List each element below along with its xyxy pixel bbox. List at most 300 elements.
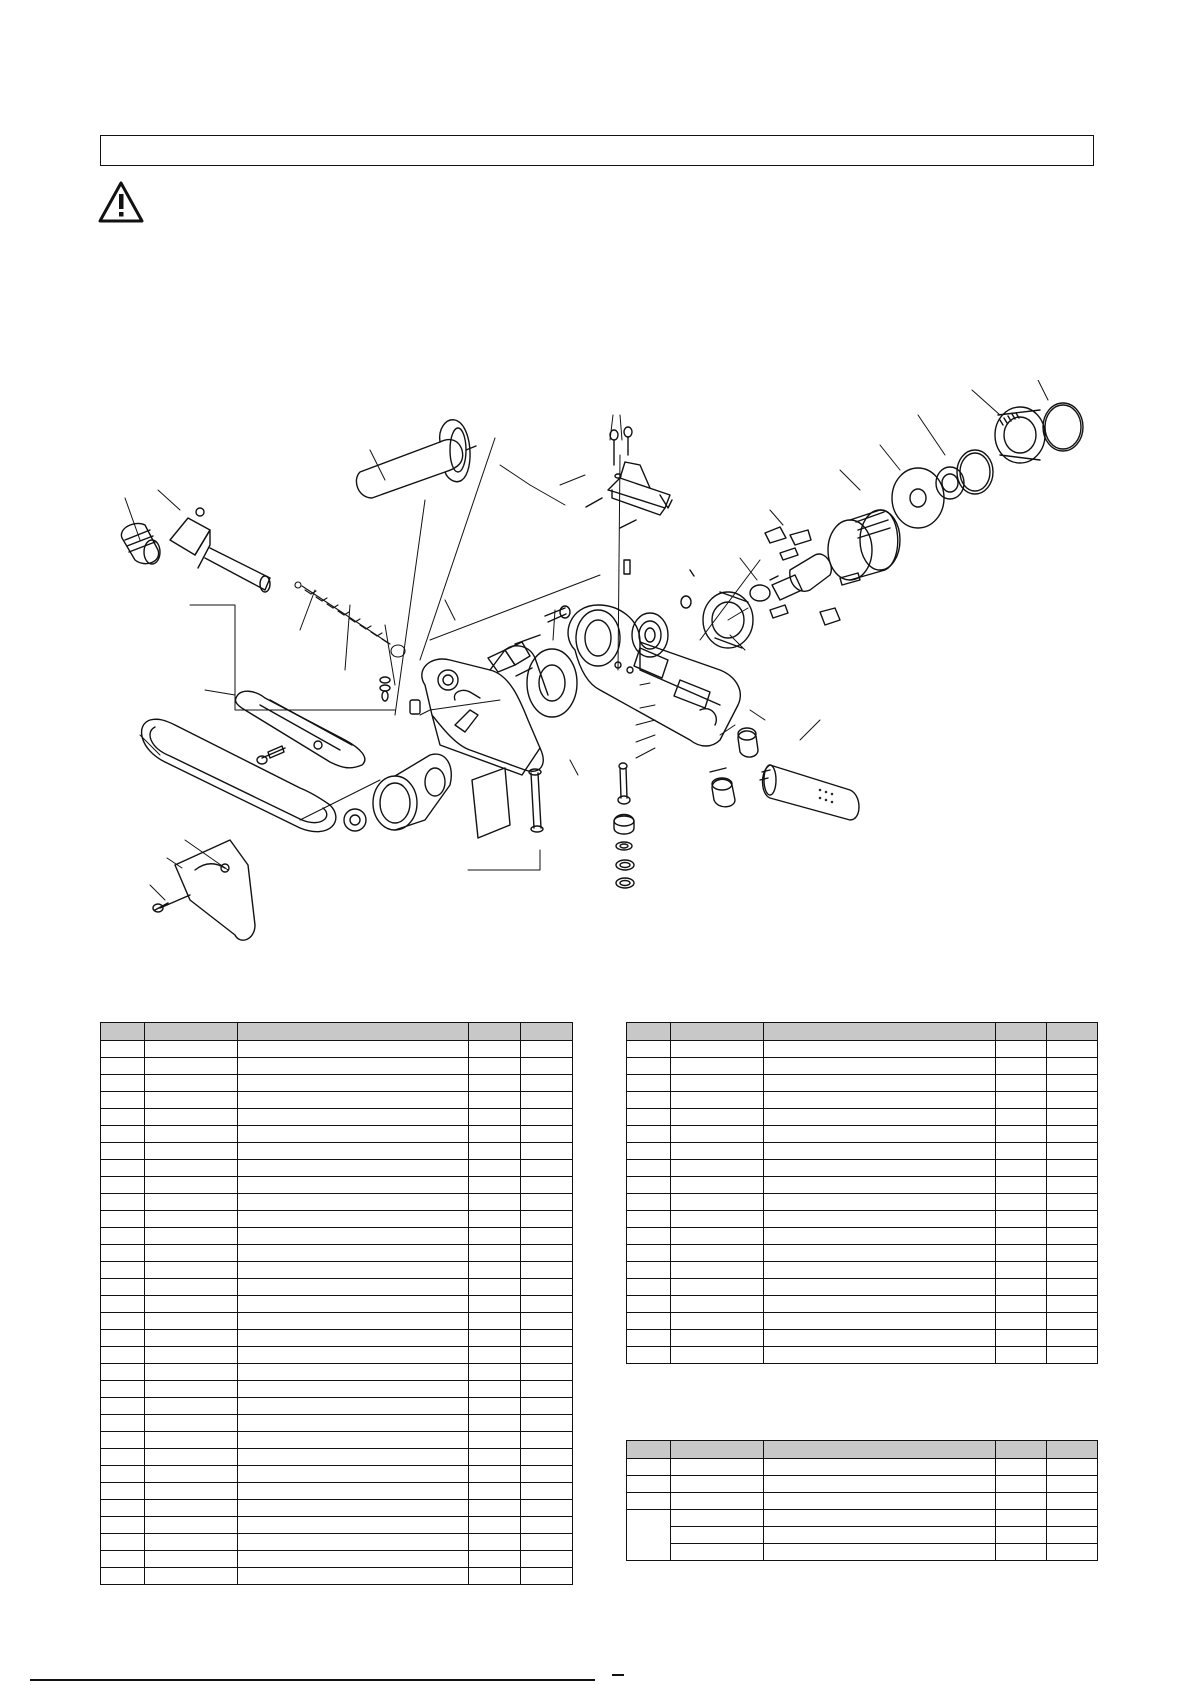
table-header-row: [101, 1023, 573, 1041]
cell-remarks: [521, 1432, 573, 1449]
cell-no: [101, 1194, 145, 1211]
cell-description: [764, 1228, 996, 1245]
cell-description: [764, 1330, 996, 1347]
cell-description: [764, 1510, 996, 1527]
cell-part-number: [145, 1041, 238, 1058]
cell-no: [101, 1330, 145, 1347]
o-ring: [957, 450, 993, 494]
cell-description: [764, 1058, 996, 1075]
cell-description: [238, 1211, 469, 1228]
cell-qty: [469, 1432, 521, 1449]
cell-no: [627, 1109, 671, 1126]
cell-description: [764, 1459, 996, 1476]
cell-part-number: [145, 1109, 238, 1126]
cell-remarks: [521, 1109, 573, 1126]
table-row: [101, 1347, 573, 1364]
cell-no: [627, 1510, 671, 1561]
table-row: [101, 1058, 573, 1075]
cell-no: [101, 1517, 145, 1534]
cell-description: [238, 1517, 469, 1534]
cell-description: [238, 1568, 469, 1585]
cell-part-number: [671, 1510, 764, 1527]
table-row: [627, 1527, 1098, 1544]
cell-description: [238, 1483, 469, 1500]
cell-qty: [469, 1160, 521, 1177]
cell-remarks: [521, 1500, 573, 1517]
cell-part-number: [145, 1262, 238, 1279]
cell-qty: [469, 1126, 521, 1143]
cell-remarks: [521, 1228, 573, 1245]
ring-nut: [995, 407, 1045, 463]
cell-remarks: [1047, 1092, 1098, 1109]
cell-part-number: [145, 1296, 238, 1313]
inlet-fitting: [710, 768, 735, 807]
cell-no: [101, 1109, 145, 1126]
cell-no: [101, 1551, 145, 1568]
cell-description: [238, 1432, 469, 1449]
cell-part-number: [671, 1459, 764, 1476]
main-housing: [568, 605, 740, 746]
throttle-lever: [608, 462, 672, 515]
cell-part-number: [145, 1211, 238, 1228]
cell-part-number: [145, 1534, 238, 1551]
cell-part-number: [145, 1500, 238, 1517]
cell-qty: [996, 1493, 1047, 1510]
cell-description: [764, 1313, 996, 1330]
tension-lever: [235, 691, 364, 768]
cell-no: [627, 1493, 671, 1510]
table-row: [627, 1160, 1098, 1177]
cell-part-number: [145, 1432, 238, 1449]
cell-remarks: [521, 1296, 573, 1313]
table-row: [101, 1364, 573, 1381]
cell-qty: [996, 1510, 1047, 1527]
table-row: [101, 1483, 573, 1500]
cell-description: [764, 1041, 996, 1058]
cell-remarks: [1047, 1313, 1098, 1330]
cell-description: [764, 1493, 996, 1510]
rear-knob: [121, 523, 160, 564]
col-header-remarks: [1047, 1441, 1098, 1459]
cell-remarks: [1047, 1160, 1098, 1177]
cell-part-number: [671, 1143, 764, 1160]
table-row: [627, 1296, 1098, 1313]
table-row: [627, 1058, 1098, 1075]
cell-part-number: [671, 1228, 764, 1245]
cell-part-number: [671, 1092, 764, 1109]
table-row: [101, 1245, 573, 1262]
col-header-qty: [996, 1441, 1047, 1459]
cell-description: [238, 1296, 469, 1313]
cell-part-number: [145, 1279, 238, 1296]
cell-remarks: [521, 1279, 573, 1296]
cell-no: [627, 1476, 671, 1493]
cell-no: [101, 1483, 145, 1500]
cell-part-number: [671, 1177, 764, 1194]
cell-part-number: [671, 1313, 764, 1330]
cell-part-number: [671, 1194, 764, 1211]
cell-part-number: [671, 1058, 764, 1075]
cylinder: [828, 510, 900, 580]
table-row: [101, 1568, 573, 1585]
cell-remarks: [521, 1126, 573, 1143]
table-row: [101, 1126, 573, 1143]
table-row: [101, 1534, 573, 1551]
table-row: [101, 1432, 573, 1449]
cell-part-number: [145, 1330, 238, 1347]
table-row: [627, 1177, 1098, 1194]
table-row: [101, 1415, 573, 1432]
cell-description: [764, 1279, 996, 1296]
cell-no: [101, 1296, 145, 1313]
cell-no: [627, 1058, 671, 1075]
cell-description: [764, 1211, 996, 1228]
cell-description: [764, 1143, 996, 1160]
cell-description: [238, 1466, 469, 1483]
table-header-row: [627, 1441, 1098, 1459]
table-row: [627, 1510, 1098, 1527]
cell-qty: [996, 1527, 1047, 1544]
inlet-bushing: [738, 728, 758, 757]
cell-description: [238, 1364, 469, 1381]
cell-part-number: [671, 1476, 764, 1493]
belt-guard-plate: [175, 840, 255, 940]
table-row: [627, 1075, 1098, 1092]
main-arm: [422, 646, 548, 775]
cell-remarks: [1047, 1347, 1098, 1364]
cell-description: [238, 1109, 469, 1126]
cell-qty: [469, 1313, 521, 1330]
arm-decals: [472, 642, 530, 838]
cell-remarks: [521, 1092, 573, 1109]
cell-remarks: [521, 1364, 573, 1381]
table-row: [101, 1296, 573, 1313]
cell-no: [627, 1177, 671, 1194]
cell-part-number: [671, 1075, 764, 1092]
table-row: [627, 1041, 1098, 1058]
pulley-nut: [344, 809, 366, 831]
cell-qty: [996, 1041, 1047, 1058]
cell-remarks: [1047, 1527, 1098, 1544]
cell-description: [238, 1279, 469, 1296]
table-row: [627, 1143, 1098, 1160]
cell-qty: [469, 1568, 521, 1585]
cell-description: [238, 1058, 469, 1075]
cell-part-number: [145, 1075, 238, 1092]
cell-part-number: [671, 1330, 764, 1347]
cell-qty: [469, 1245, 521, 1262]
cell-qty: [996, 1476, 1047, 1493]
cell-remarks: [1047, 1126, 1098, 1143]
cell-qty: [469, 1534, 521, 1551]
cell-part-number: [145, 1466, 238, 1483]
cell-part-number: [145, 1398, 238, 1415]
cell-qty: [469, 1075, 521, 1092]
cell-description: [238, 1415, 469, 1432]
table-row: [101, 1398, 573, 1415]
cell-description: [764, 1527, 996, 1544]
table-row: [101, 1194, 573, 1211]
parts-table-left: [100, 1022, 573, 1585]
cell-part-number: [671, 1279, 764, 1296]
cell-qty: [996, 1279, 1047, 1296]
cell-no: [101, 1364, 145, 1381]
cell-no: [101, 1415, 145, 1432]
cell-remarks: [521, 1313, 573, 1330]
cell-part-number: [145, 1415, 238, 1432]
cell-remarks: [1047, 1075, 1098, 1092]
cell-remarks: [521, 1262, 573, 1279]
small-pin: [624, 560, 694, 608]
cell-qty: [469, 1466, 521, 1483]
cell-remarks: [1047, 1510, 1098, 1527]
cell-qty: [996, 1262, 1047, 1279]
cell-part-number: [145, 1177, 238, 1194]
cell-remarks: [1047, 1296, 1098, 1313]
cell-remarks: [1047, 1544, 1098, 1561]
cell-qty: [469, 1177, 521, 1194]
cell-no: [101, 1143, 145, 1160]
table-row: [101, 1041, 573, 1058]
cell-qty: [469, 1483, 521, 1500]
cell-qty: [996, 1211, 1047, 1228]
cell-remarks: [521, 1466, 573, 1483]
table-row: [101, 1517, 573, 1534]
cell-qty: [469, 1109, 521, 1126]
cell-part-number: [671, 1527, 764, 1544]
cell-part-number: [145, 1143, 238, 1160]
cell-part-number: [145, 1551, 238, 1568]
cell-no: [101, 1228, 145, 1245]
cell-no: [101, 1126, 145, 1143]
cell-description: [238, 1500, 469, 1517]
cell-qty: [469, 1143, 521, 1160]
cell-remarks: [521, 1177, 573, 1194]
cell-part-number: [671, 1296, 764, 1313]
cell-remarks: [521, 1330, 573, 1347]
table-row: [627, 1313, 1098, 1330]
table-row: [627, 1493, 1098, 1510]
cell-no: [101, 1347, 145, 1364]
cell-qty: [996, 1075, 1047, 1092]
col-header-description: [764, 1441, 996, 1459]
cell-qty: [996, 1228, 1047, 1245]
cell-no: [101, 1075, 145, 1092]
cell-remarks: [521, 1551, 573, 1568]
cell-part-number: [671, 1126, 764, 1143]
cell-no: [101, 1466, 145, 1483]
table-header-row: [627, 1023, 1098, 1041]
snap-ring: [1043, 403, 1083, 451]
rotor: [750, 554, 831, 601]
table-row: [627, 1126, 1098, 1143]
cell-no: [101, 1279, 145, 1296]
gasket-ring: [527, 649, 577, 717]
cell-qty: [996, 1160, 1047, 1177]
cell-qty: [996, 1347, 1047, 1364]
cell-description: [764, 1092, 996, 1109]
rotor-blades: [765, 527, 860, 625]
cell-no: [101, 1534, 145, 1551]
cell-description: [764, 1177, 996, 1194]
cell-description: [238, 1041, 469, 1058]
cell-no: [627, 1143, 671, 1160]
table-row: [627, 1211, 1098, 1228]
cell-qty: [469, 1449, 521, 1466]
cell-no: [627, 1296, 671, 1313]
table-row: [101, 1466, 573, 1483]
cell-description: [238, 1228, 469, 1245]
cell-no: [101, 1398, 145, 1415]
cell-no: [627, 1092, 671, 1109]
cell-part-number: [145, 1517, 238, 1534]
table-row: [101, 1143, 573, 1160]
cell-description: [764, 1126, 996, 1143]
table-row: [101, 1211, 573, 1228]
cell-no: [627, 1160, 671, 1177]
cell-description: [764, 1296, 996, 1313]
cell-remarks: [1047, 1177, 1098, 1194]
cell-qty: [996, 1459, 1047, 1476]
cell-remarks: [1047, 1476, 1098, 1493]
table-row: [101, 1092, 573, 1109]
cell-remarks: [521, 1483, 573, 1500]
front-end-plate: [892, 468, 944, 528]
cell-no: [101, 1245, 145, 1262]
cell-description: [764, 1075, 996, 1092]
cell-description: [238, 1160, 469, 1177]
cell-no: [627, 1211, 671, 1228]
cell-part-number: [145, 1449, 238, 1466]
col-header-qty: [996, 1023, 1047, 1041]
cell-remarks: [521, 1041, 573, 1058]
table-row: [627, 1262, 1098, 1279]
cell-qty: [996, 1177, 1047, 1194]
col-header-qty: [469, 1023, 521, 1041]
cell-no: [101, 1177, 145, 1194]
cell-description: [238, 1126, 469, 1143]
cell-no: [627, 1041, 671, 1058]
cell-remarks: [521, 1075, 573, 1092]
cell-no: [101, 1058, 145, 1075]
table-row: [627, 1330, 1098, 1347]
cell-part-number: [671, 1109, 764, 1126]
cell-remarks: [1047, 1058, 1098, 1075]
cell-remarks: [1047, 1041, 1098, 1058]
cell-part-number: [671, 1160, 764, 1177]
cell-part-number: [145, 1160, 238, 1177]
sanding-belt: [142, 719, 336, 831]
col-header-remarks: [521, 1023, 573, 1041]
cell-part-number: [671, 1041, 764, 1058]
cell-part-number: [145, 1126, 238, 1143]
cell-no: [627, 1245, 671, 1262]
cell-remarks: [1047, 1262, 1098, 1279]
table-body: [627, 1041, 1098, 1364]
cell-description: [238, 1075, 469, 1092]
warning-icon: [98, 181, 144, 223]
cell-remarks: [1047, 1279, 1098, 1296]
cell-no: [627, 1126, 671, 1143]
cell-remarks: [521, 1398, 573, 1415]
table-row: [627, 1245, 1098, 1262]
table-row: [627, 1347, 1098, 1364]
table-row: [627, 1279, 1098, 1296]
table-row: [101, 1500, 573, 1517]
footer-rule: [30, 1679, 595, 1681]
arm-screw: [515, 606, 570, 644]
cell-description: [764, 1544, 996, 1561]
table-row: [627, 1476, 1098, 1493]
cell-no: [101, 1262, 145, 1279]
col-header-no: [101, 1023, 145, 1041]
cell-part-number: [671, 1347, 764, 1364]
table-body: [101, 1041, 573, 1585]
cell-description: [238, 1551, 469, 1568]
throttle-valve-stack: [614, 763, 634, 888]
cell-part-number: [145, 1245, 238, 1262]
cell-no: [101, 1500, 145, 1517]
cell-remarks: [1047, 1194, 1098, 1211]
cell-qty: [996, 1194, 1047, 1211]
cell-part-number: [671, 1544, 764, 1561]
cell-description: [764, 1262, 996, 1279]
guard-screw: [153, 895, 190, 912]
cell-no: [101, 1211, 145, 1228]
section-title-box: [100, 135, 1094, 166]
parts-table-right: [626, 1022, 1098, 1364]
idler-shaft: [170, 508, 270, 592]
table-row: [101, 1177, 573, 1194]
cell-remarks: [521, 1568, 573, 1585]
table-row: [627, 1109, 1098, 1126]
cell-part-number: [145, 1483, 238, 1500]
col-header-part-number: [671, 1023, 764, 1041]
cell-description: [238, 1245, 469, 1262]
cell-remarks: [1047, 1109, 1098, 1126]
cell-qty: [996, 1544, 1047, 1561]
cell-no: [101, 1432, 145, 1449]
table-row: [101, 1262, 573, 1279]
cell-description: [238, 1092, 469, 1109]
cell-qty: [469, 1398, 521, 1415]
table-row: [101, 1313, 573, 1330]
cell-no: [627, 1313, 671, 1330]
cell-remarks: [521, 1347, 573, 1364]
table-row: [101, 1075, 573, 1092]
cell-remarks: [1047, 1459, 1098, 1476]
cell-qty: [469, 1228, 521, 1245]
cell-remarks: [521, 1415, 573, 1432]
cell-no: [627, 1347, 671, 1364]
cell-description: [238, 1347, 469, 1364]
cell-qty: [996, 1126, 1047, 1143]
cell-no: [627, 1459, 671, 1476]
col-header-remarks: [1047, 1023, 1098, 1041]
cell-no: [627, 1262, 671, 1279]
cell-qty: [469, 1330, 521, 1347]
cell-part-number: [145, 1347, 238, 1364]
cell-remarks: [1047, 1143, 1098, 1160]
cell-description: [764, 1194, 996, 1211]
cell-qty: [469, 1500, 521, 1517]
cell-qty: [996, 1296, 1047, 1313]
cell-description: [238, 1262, 469, 1279]
table-row: [101, 1551, 573, 1568]
cell-remarks: [1047, 1228, 1098, 1245]
cell-description: [238, 1398, 469, 1415]
cell-qty: [469, 1279, 521, 1296]
